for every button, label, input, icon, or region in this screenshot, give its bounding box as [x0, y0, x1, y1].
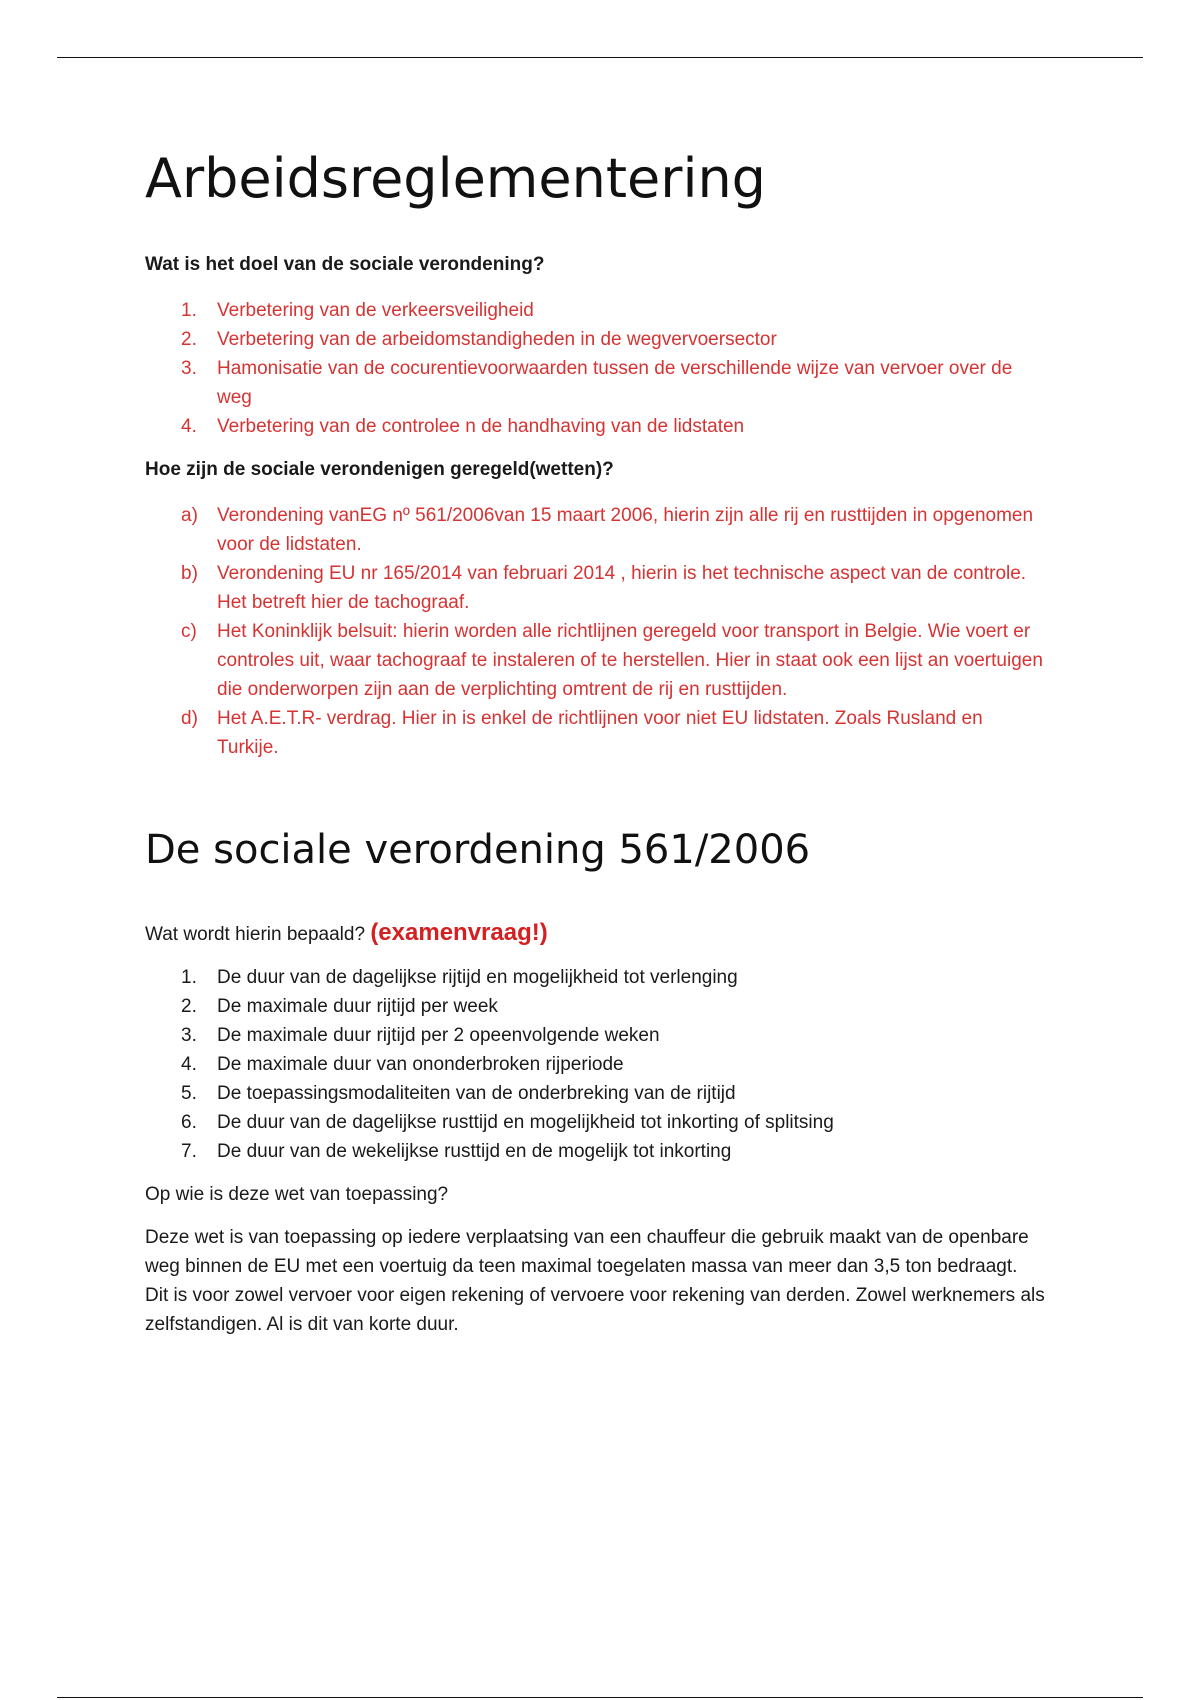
- document-body: [145, 140, 1045, 1339]
- bottom-rule: [57, 1697, 1143, 1698]
- question-goal: Wat is het doel van de sociale verondening?: [145, 254, 545, 275]
- question-regulation: Hoe zijn de sociale verondenigen geregeld(wetten)?: [145, 459, 614, 480]
- regulation-list: [145, 501, 1045, 762]
- list-item: 5. De toepassingsmodaliteiten van de onderbreking van de rijtijd: [181, 1083, 736, 1104]
- list-item: 2. Verbetering van de arbeidomstandigheden in de wegvervoersector: [181, 329, 777, 350]
- section-title: De sociale verordening 561/2006: [145, 827, 811, 873]
- question-applicability: Op wie is deze wet van toepassing?: [145, 1184, 449, 1205]
- list-item: c) Het Koninklijk belsuit: hierin worden alle richtlijnen geregeld voor transport in Belgie. Wie voert er controles uit, waar tachograaf te instaleren of te herstellen. Hier in staat ook een lijst an voertuigen die onderworpen zijn aan de verplichting omtrent de rij en rusttijden.: [181, 621, 1043, 700]
- question-determined: Wat wordt hierin bepaald? (examenvraag!): [145, 919, 548, 946]
- page-title: Arbeidsreglementering: [145, 147, 766, 210]
- list-item: d) Het A.E.T.R- verdrag. Hier in is enkel de richtlijnen voor niet EU lidstaten. Zoals Rusland en Turkije.: [181, 708, 983, 758]
- top-rule: [57, 57, 1143, 58]
- list-item: 4. De maximale duur van ononderbroken rijperiode: [181, 1054, 624, 1075]
- list-item: 1. De duur van de dagelijkse rijtijd en mogelijkheid tot verlenging: [181, 967, 738, 988]
- list-item: 3. De maximale duur rijtijd per 2 opeenvolgende weken: [181, 1025, 660, 1046]
- list-item: 6. De duur van de dagelijkse rusttijd en mogelijkheid tot inkorting of splitsing: [181, 1112, 834, 1133]
- determined-list: [145, 963, 1045, 1166]
- goal-list: [145, 296, 1045, 441]
- list-item: a) Verondening vanEG nº 561/2006van 15 maart 2006, hierin zijn alle rij en rusttijden in opgenomen voor de lidstaten.: [181, 505, 1034, 555]
- list-item: 4. Verbetering van de controlee n de handhaving van de lidstaten: [181, 416, 745, 437]
- list-item: b) Verondening EU nr 165/2014 van februari 2014 , hierin is het technische aspect van de controle. Het betreft hier de tachograaf.: [181, 563, 1027, 613]
- list-item: 7. De duur van de wekelijkse rusttijd en de mogelijk tot inkorting: [181, 1141, 732, 1162]
- list-item: 2. De maximale duur rijtijd per week: [181, 996, 498, 1017]
- exam-note: (examenvraag!): [370, 919, 548, 946]
- list-item: 3. Hamonisatie van de cocurentievoorwaarden tussen de verschillende wijze van vervoer over de weg: [181, 358, 1013, 408]
- applicability-paragraph: Deze wet is van toepassing op iedere verplaatsing van een chauffeur die gebruik maakt van de openbare weg binnen de EU met een voertuig da teen maximal toegelaten massa van meer dan 3,5 ton bedraagt. Dit is voor zowel vervoer voor eigen rekening of vervoere voor rekening van derden. Zowel werknemers als zelfstandigen. Al is dit van korte duur.: [145, 1227, 1045, 1335]
- list-item: 1. Verbetering van de verkeersveiligheid: [181, 300, 534, 321]
